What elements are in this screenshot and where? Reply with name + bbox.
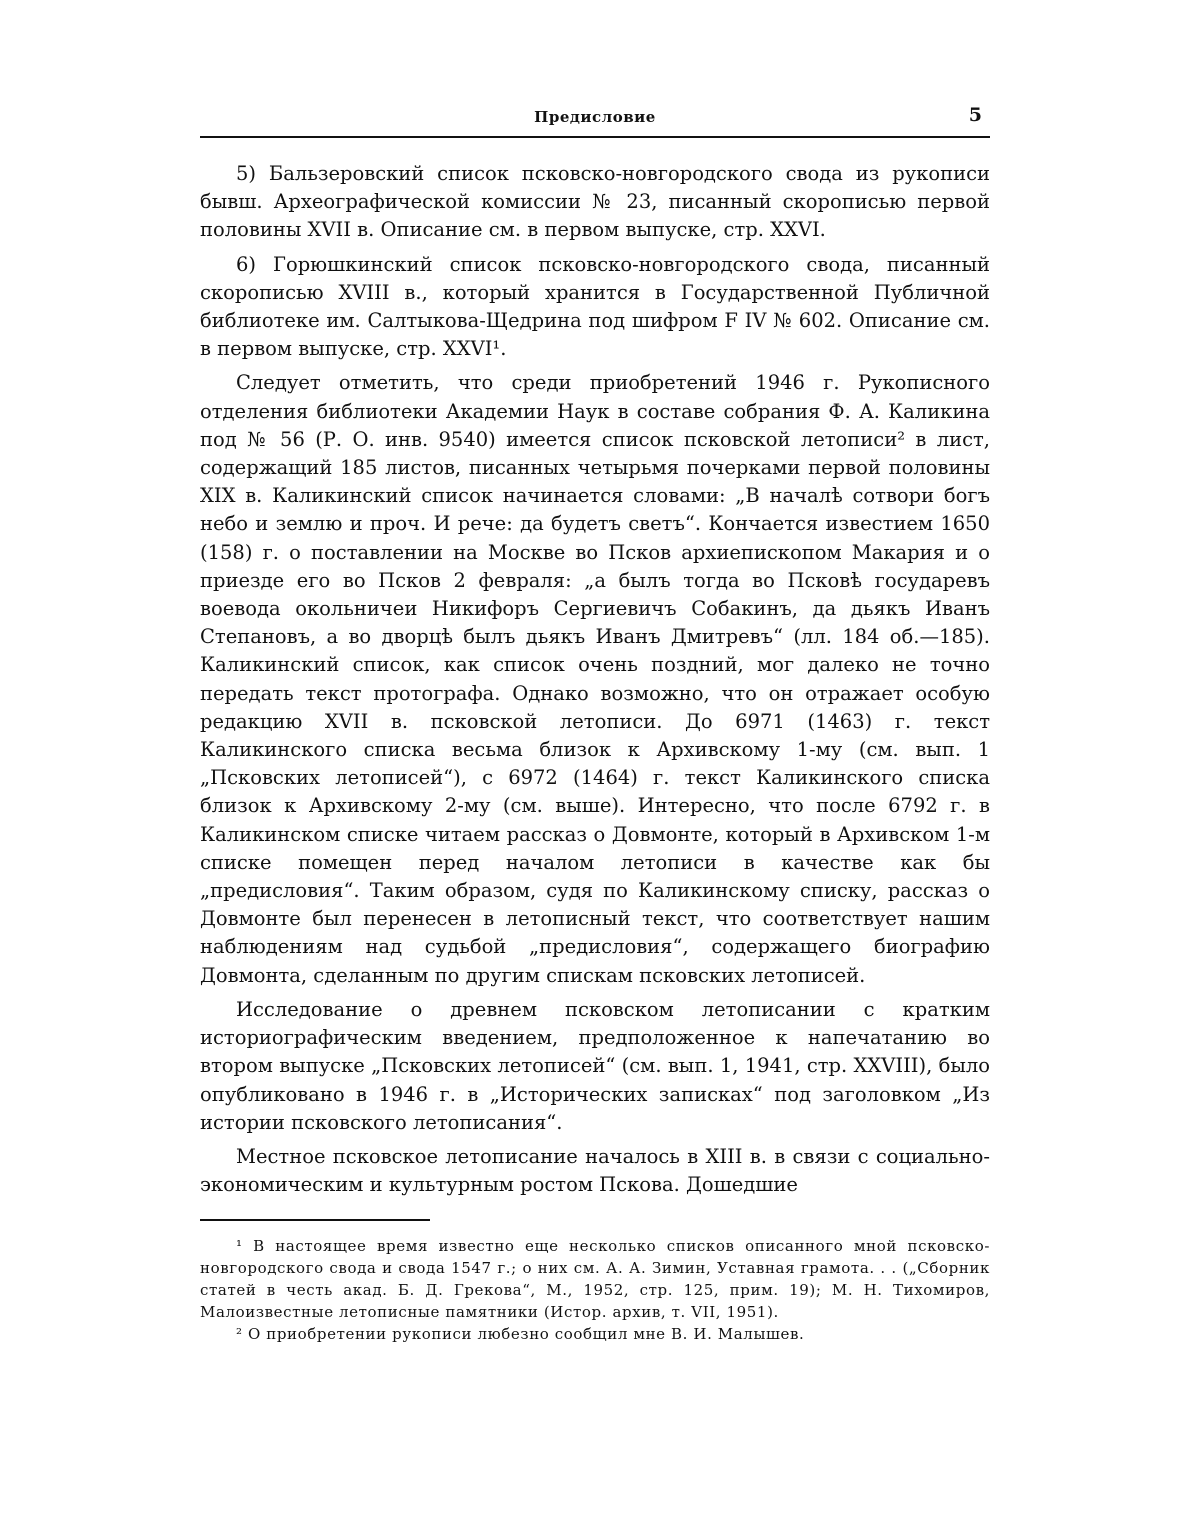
paragraph-research: Исследование о древнем псковском летописании с кратким историографическим введением, предположенное к напечатанию во втором выпуске „Псковских летописей“ (см. вып. 1, 1941, стр. XXVIII), было опубликовано в 1946 г. в „Исторических записках“ под заголовком „Из истории псковского летописания“. [200,997,990,1134]
paragraph-list-item-5: 5) Бальзеровский список псковско-новгородского свода из рукописи бывш. Археографической комиссии № 23, писанный скорописью первой половины XVII в. Описание см. в первом выпуске, стр. XXVI. [200,162,990,242]
page-header [200,96,990,138]
paragraph-local-chronicle: Местное псковское летописание началось в XIII в. в связи с социально-экономическим и культурным ростом Пскова. Дошедшие [200,1144,990,1197]
paragraph-list-item-6: 6) Горюшкинский список псковско-новгородского свода, писанный скорописью XVIII в., который хранится в Государственной Публичной библиотеке им. Салтыкова-Щедрина под шифром F IV № 602. Описание см. в первом выпуске, стр. XXVI¹. [200,252,990,361]
book-page [200,96,990,1345]
footnote-1: ¹ В настоящее время известно еще несколько списков описанного мной псковско-новгородского свода и свода 1547 г.; о них см. А. А. Зимин, Уставная грамота. . . („Сборник статей в честь акад. Б. Д. Грекова“, М., 1952, стр. 125, прим. 19); М. Н. Тихомиров, Малоизвестные летописные памятники (Истор. архив, т. VII, 1951). [200,1237,990,1322]
running-title: Предисловие [534,108,656,126]
page-number: 5 [968,104,982,126]
footnotes [200,1235,990,1345]
paragraph-kalikin-list: Следует отметить, что среди приобретений 1946 г. Рукописного отделения библиотеки Академии Наук в составе собрания Ф. А. Каликина под № 56 (Р. О. инв. 9540) имеется список псковской летописи² в лист, содержащий 185 листов, писанных четырьмя почерками первой половины XIX в. Каликинский список начинается словами: „В началѣ сотвори богъ небо и землю и проч. И рече: да будетъ светъ“. Кончается известием 1650 (158) г. о поставлении на Москве во Псков архиепископом Макария и о приезде его во Псков 2 февраля: „а былъ тогда во Псковѣ государевъ воевода окольничеи Никифоръ Сергиевичъ Собакинъ, да дьякъ Иванъ Степановъ, а во дворцѣ былъ дьякъ Иванъ Дмитревъ“ (лл. 184 об.—185). Каликинский список, как список очень поздний, мог далеко не точно передать текст протографа. Однако возможно, что он отражает особую редакцию XVII в. псковской летописи. До 6971 (1463) г. текст Каликинского списка весьма близок к Архивскому 1-му (см. вып. 1 „Псковских летописей“), с 6972 (1464) г. текст Каликинского списка близок к Архивскому 2-му (см. выше). Интересно, что после 6792 г. в Каликинском списке читаем рассказ о Довмонте, который в Архивском 1-м списке помещен перед началом летописи в качестве как бы „предисловия“. Таким образом, судя по Каликинскому списку, рассказ о Довмонте был перенесен в летописный текст, что соответствует нашим наблюдениям над судьбой „предисловия“, содержащего биографию Довмонта, сделанным по другим спискам псковских летописей. [200,371,990,987]
footnote-divider [200,1219,430,1221]
main-text [200,160,990,1199]
footnote-2: ² О приобретении рукописи любезно сообщил мне В. И. Малышев. [236,1325,805,1344]
